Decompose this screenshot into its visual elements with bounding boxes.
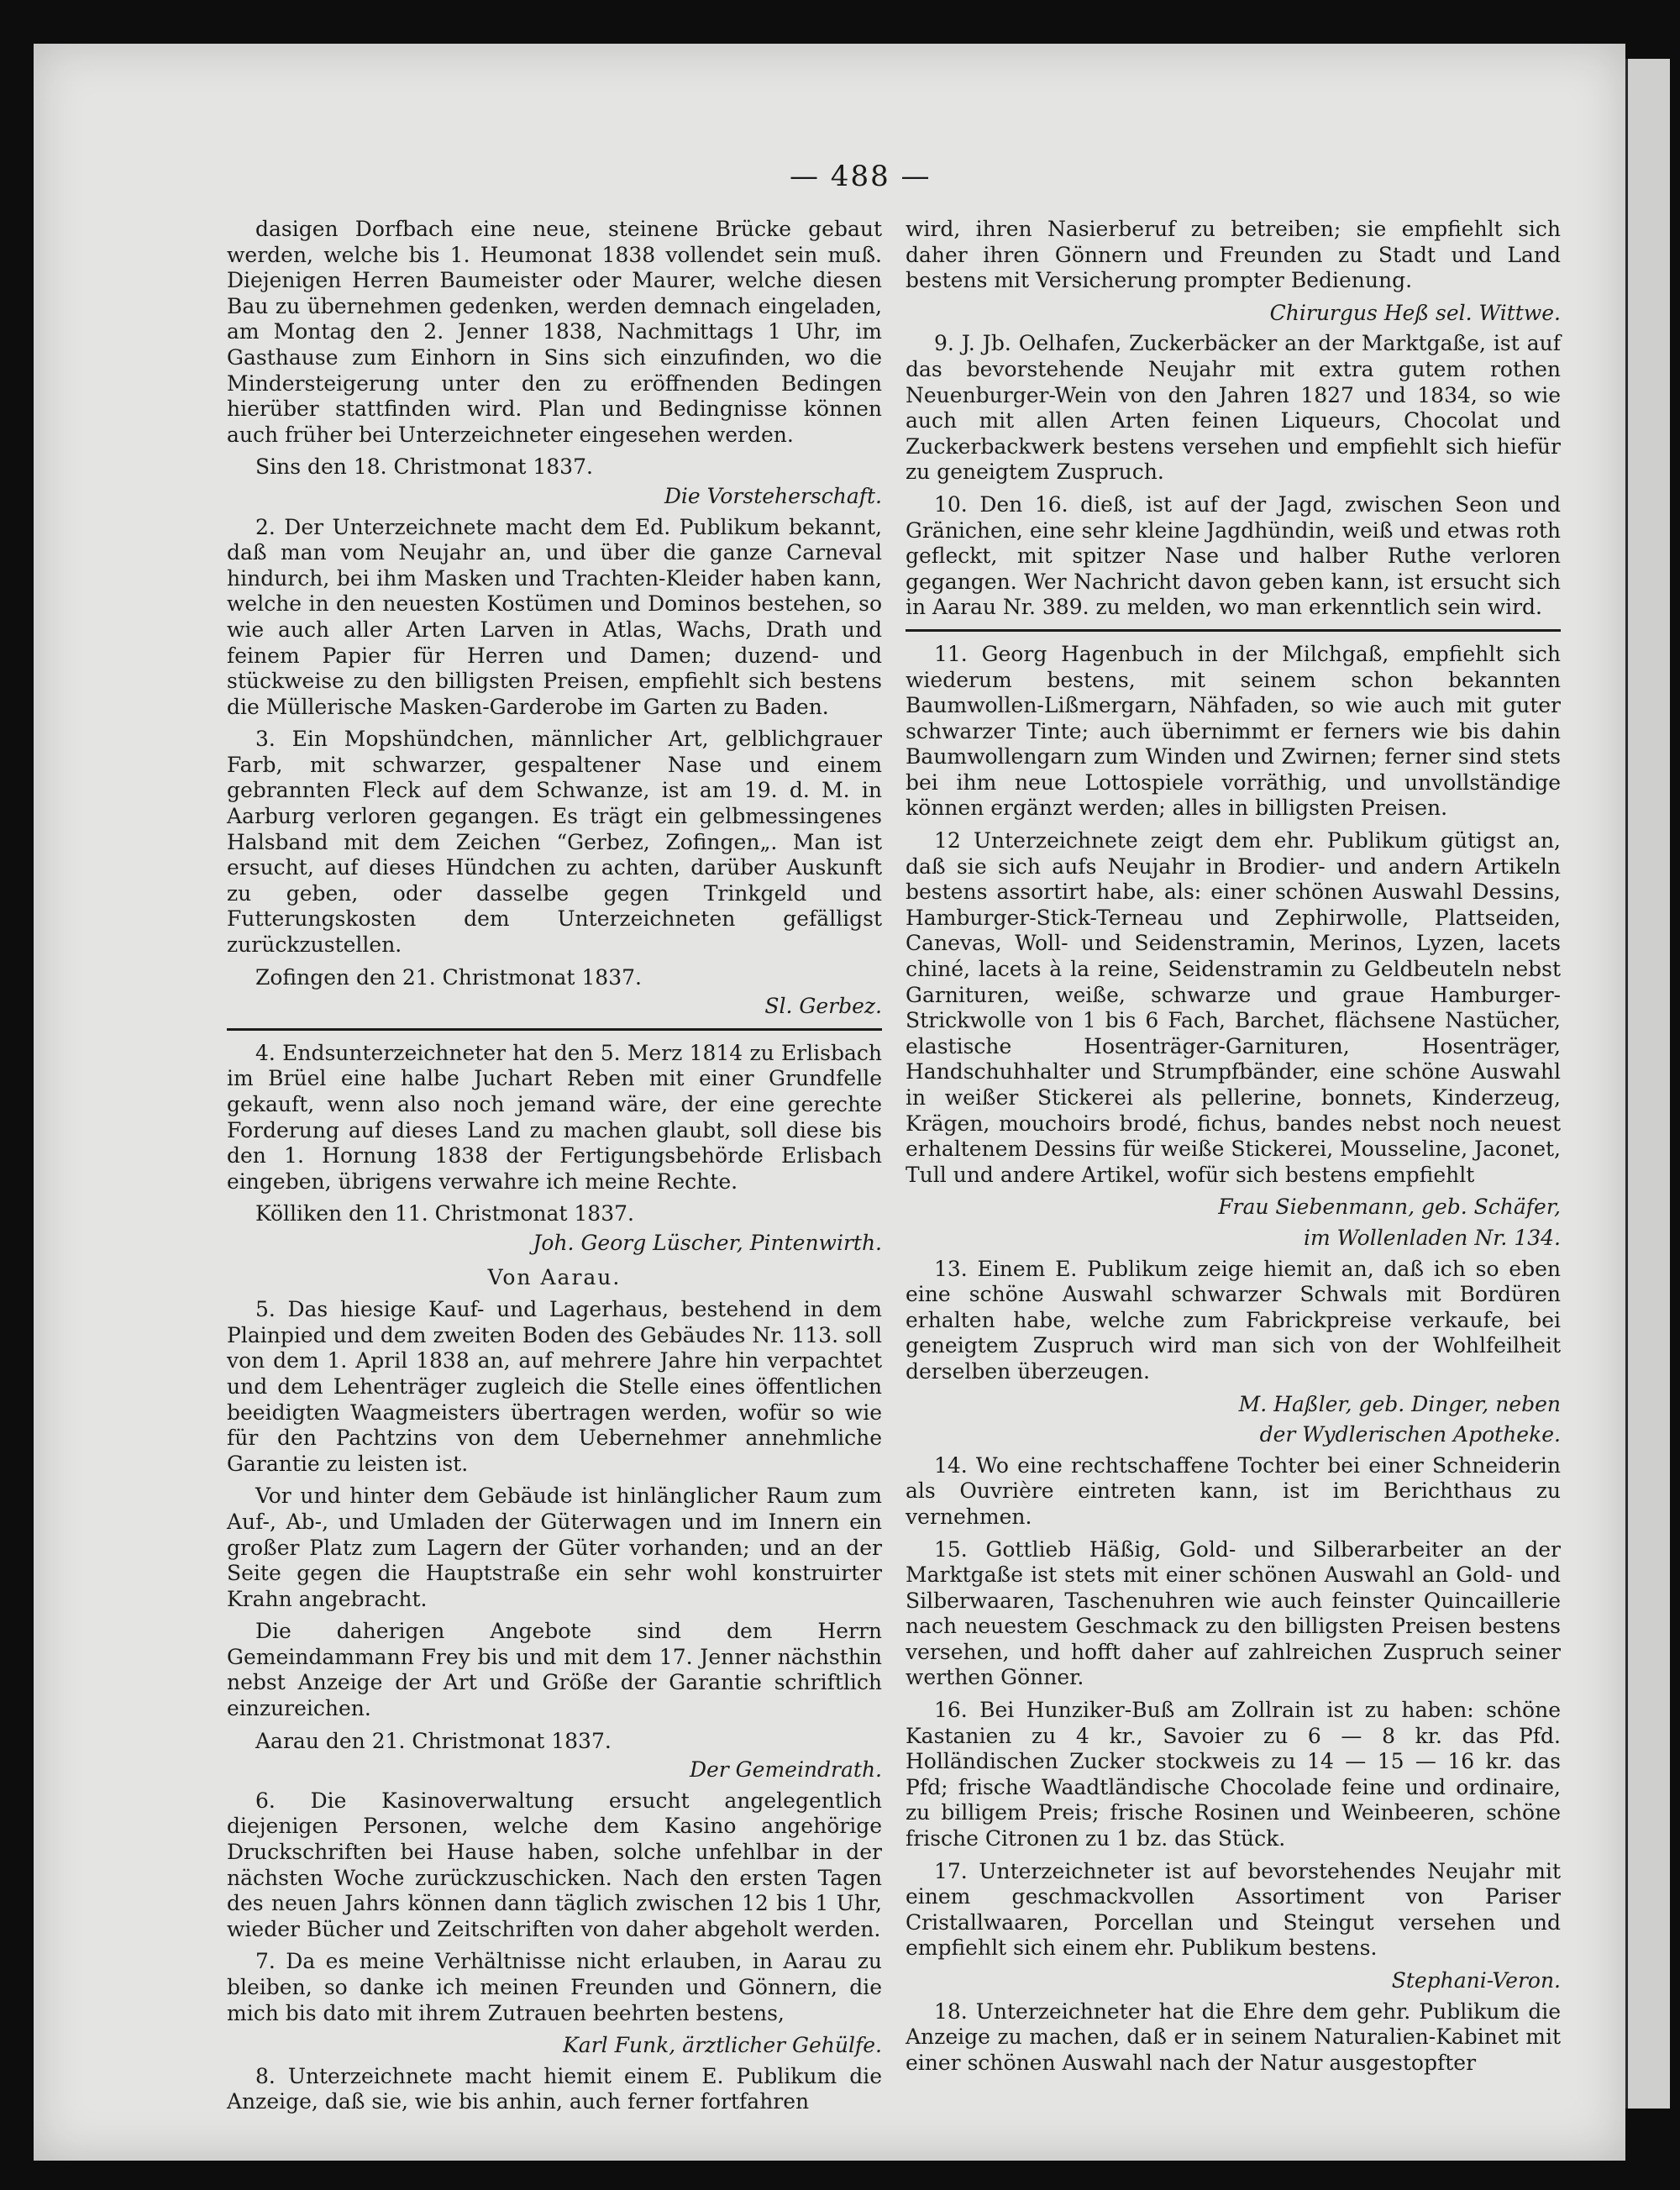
notice-paragraph: Die daherigen Angebote sind dem Herrn Gemeindammann Frey bis und mit dem 17. Jenner nächsthin nebst Anzeige der Art und Größe der Garantie schriftlich einzureichen. xyxy=(227,1619,882,1721)
notice-paragraph: 3. Ein Mopshündchen, männlicher Art, gelblichgrauer Farb, mit schwarzer, gespaltener Nase und einem gebrannten Fleck auf dem Schwanze, ist am 19. d. M. in Aarburg verloren gegangen. Es trägt ein gelbmessingenes Halsband mit dem Zeichen “Gerbez, Zofingen„. Man ist ersucht, auf dieses Hündchen zu achten, darüber Auskunft zu geben, oder dasselbe gegen Trinkgeld und Futterungskosten dem Unterzeichneten gefälligst zurückzustellen. xyxy=(227,727,882,958)
notice-paragraph: 10. Den 16. dieß, ist auf der Jagd, zwischen Seon und Gränichen, eine sehr kleine Jagdhündin, weiß und etwas roth gefleckt, mit spitzer Nase und halber Ruthe verloren gegangen. Wer Nachricht davon geben kann, ist ersucht sich in Aarau Nr. 389. zu melden, wo man erkenntlich sein wird. xyxy=(906,491,1561,620)
notice-paragraph: 4. Endsunterzeichneter hat den 5. Merz 1814 zu Erlisbach im Brüel eine halbe Juchart Reben mit einer Grundfelle gekauft, wenn also noch jemand wäre, der eine gerechte Forderung auf dieses Land zu machen glaubt, soll diese bis den 1. Hornung 1838 der Fertigungsbehörde Erlisbach eingeben, übrigens verwahre ich meine Rechte. xyxy=(227,1040,882,1194)
notice-paragraph: 15. Gottlieb Häßig, Gold- und Silberarbeiter an der Marktgaße ist stets mit einer schönen Auswahl an Gold- und Silberwaaren, Taschenuhren wie auch feinster Quincaillerie nach neuestem Geschmack zu den billigsten Preisen bestens versehen, und hofft daher auf zahlreichen Zuspruch seiner werthen Gönner. xyxy=(906,1536,1561,1690)
left-column xyxy=(227,217,882,2122)
notice-paragraph: 6. Die Kasinoverwaltung ersucht angelegentlich diejenigen Personen, welche dem Kasino angehörige Druckschriften bei Hause haben, solche unfehlbar in der nächsten Woche zurückzuschicken. Nach den ersten Tagen des neuen Jahrs können dann täglich zwischen 12 bis 1 Uhr, wieder Bücher und Zeitschriften von daher abgeholt werden. xyxy=(227,1788,882,1941)
signature-line: im Wollenladen Nr. 134. xyxy=(1304,1225,1561,1250)
signature-line: Karl Funk, ärztlicher Gehülfe. xyxy=(563,2033,882,2058)
notice-paragraph: 2. Der Unterzeichnete macht dem Ed. Publikum bekannt, daß man vom Neujahr an, und über die ganze Carneval hindurch, bei ihm Masken und Trachten-Kleider haben kann, welche in den neuesten Kostümen und Dominos bestehen, so wie auch aller Arten Larven in Atlas, Wachs, Drath und feinem Papier für Herren und Damen; duzend- und stückweise zu den billigsten Preisen, empfiehlt sich bestens die Müllerische Masken-Garderobe im Garten zu Baden. xyxy=(227,514,882,719)
right-column xyxy=(906,217,1561,2082)
place-date-line: Sins den 18. Christmonat 1837. xyxy=(255,454,593,480)
notice-paragraph: wird, ihren Nasierberuf zu betreiben; sie empfiehlt sich daher ihren Gönnern und Freunden zu Stadt und Land bestens mit Versicherung prompter Bedienung. xyxy=(906,217,1561,293)
notice-paragraph: 13. Einem E. Publikum zeige hiemit an, daß ich so eben eine schöne Auswahl schwarzer Schwals mit Bordüren erhalten habe, welche zum Fabrickpreise verkaufe, bei geneigtem Zuspruch wird man sich von der Wohlfeilheit derselben überzeugen. xyxy=(906,1256,1561,1384)
signature-line: Frau Siebenmann, geb. Schäfer, xyxy=(1218,1195,1561,1220)
section-divider xyxy=(227,1028,882,1031)
notice-paragraph: 8. Unterzeichnete macht hiemit einem E. Publikum die Anzeige, daß sie, wie bis anhin, auch ferner fortfahren xyxy=(227,2063,882,2114)
place-date-line: Zofingen den 21. Christmonat 1837. xyxy=(255,964,642,990)
notice-paragraph: 5. Das hiesige Kauf- und Lagerhaus, bestehend in dem Plainpied und dem zweiten Boden des Gebäudes Nr. 113. soll von dem 1. April 1838 an, auf mehrere Jahre hin verpachtet und dem Lehenträger zugleich die Stelle eines öffentlichen beeidigten Waagmeisters übertragen werden, wofür so wie für den Pachtzins von dem Uebernehmer annehmliche Garantie zu leisten ist. xyxy=(227,1297,882,1476)
signature-line: M. Haßler, geb. Dinger, neben xyxy=(1238,1391,1561,1416)
section-divider xyxy=(906,629,1561,632)
notice-paragraph: 16. Bei Hunziker-Buß am Zollrain ist zu haben: schöne Kastanien zu 4 kr., Savoier zu 6 — 8 kr. das Pfd. Holländischen Zucker stockweis zu 14 — 15 — 16 kr. das Pfd; frische Waadtländische Chocolade feine und ordinaire, zu billigem Preis; frische Rosinen und Weinbeeren, schöne frische Citronen zu 1 bz. das Stück. xyxy=(906,1698,1561,1851)
notice-paragraph: 14. Wo eine rechtschaffene Tochter bei einer Schneiderin als Ouvrière eintreten kann, ist im Berichthaus zu vernehmen. xyxy=(906,1452,1561,1529)
notice-paragraph: 9. J. Jb. Oelhafen, Zuckerbäcker an der Marktgaße, ist auf das bevorstehende Neujahr mit extra gutem rothen Neuenburger-Wein von den Jahren 1827 und 1834, so wie auch mit allen Arten feinen Liqueurs, Chocolat und Zuckerbackwerk bestens versehen und empfiehlt sich hiefür zu geneigtem Zuspruch. xyxy=(906,331,1561,485)
notice-paragraph: Vor und hinter dem Gebäude ist hinlänglicher Raum zum Auf-, Ab-, und Umladen der Güterwagen und im Innern ein großer Platz zum Lagern der Güter vorhanden; und an der Seite gegen die Hauptstraße ein sehr wohl konstruirter Krahn angebracht. xyxy=(227,1484,882,1611)
signature-line: Chirurgus Heß sel. Wittwe. xyxy=(1269,300,1561,325)
signature-line: Sl. Gerbez. xyxy=(764,994,882,1019)
signature-line: Stephani-Veron. xyxy=(1391,1968,1561,1993)
notice-paragraph: dasigen Dorfbach eine neue, steinene Brücke gebaut werden, welche bis 1. Heumonat 1838 vollendet sein muß. Diejenigen Herren Baumeister oder Maurer, welche diesen Bau zu übernehmen gedenken, werden demnach eingeladen, am Montag den 2. Jenner 1838, Nachmittags 1 Uhr, im Gasthause zum Einhorn in Sins sich einzufinden, wo die Mindersteigerung unter den zu eröffnenden Bedingen hierüber stattfinden wird. Plan und Bedingnisse können auch früher bei Unterzeichneter eingesehen werden. xyxy=(227,217,882,447)
signature-line: der Wydlerischen Apotheke. xyxy=(1259,1422,1561,1447)
next-page-edge xyxy=(1625,59,1670,2109)
place-date-line: Aarau den 21. Christmonat 1837. xyxy=(255,1728,612,1753)
notice-paragraph: 7. Da es meine Verhältnisse nicht erlauben, in Aarau zu bleiben, so danke ich meinen Freunden und Gönnern, die mich bis dato mit ihrem Zutrauen beehrten bestens, xyxy=(227,1949,882,2025)
signature-line: Joh. Georg Lüscher, Pintenwirth. xyxy=(533,1230,882,1255)
notice-paragraph: 11. Georg Hagenbuch in der Milchgaß, empfiehlt sich wiederum bestens, mit seinem schon bekannten Baumwollen-Lißmergarn, Nähfaden, so wie auch mit guter schwarzer Tinte; auch übernimmt er ferners wie bis dahin Baumwollengarn zum Winden und Zwirnen; ferner sind stets bei ihm neue Lottospiele vorräthig, und unvollständige können ergänzt werden; alles in billigsten Preisen. xyxy=(906,641,1561,821)
section-heading: Von Aarau. xyxy=(487,1264,622,1289)
place-date-line: Kölliken den 11. Christmonat 1837. xyxy=(255,1201,634,1226)
notice-paragraph: 17. Unterzeichneter ist auf bevorstehendes Neujahr mit einem geschmackvollen Assortiment von Pariser Cristallwaaren, Porcellan und Steingut versehen und empfiehlt sich einem ehr. Publikum bestens. xyxy=(906,1858,1561,1961)
signature-line: Der Gemeindrath. xyxy=(689,1757,882,1783)
notice-paragraph: 12 Unterzeichnete zeigt dem ehr. Publikum gütigst an, daß sie sich aufs Neujahr in Brodier- und andern Artikeln bestens assortirt habe, als: einer schönen Auswahl Dessins, Hamburger-Stick-Terneau und Zephirwolle, Plattseiden, Canevas, Woll- und Seidenstramin, Merinos, Lyzen, lacets chiné, lacets à la reine, Seidenstramin zu Geldbeuteln nebst Garnituren, weiße, schwarze und graue Hamburger-Strickwolle von 1 bis 6 Fach, Barchet, flächsene Nastücher, elastische Hosenträger-Garnituren, Hosenträger, Handschuhhalter und Strumpfbänder, eine schöne Auswahl in weißer Stickerei als pellerine, bonnets, Kinderzeug, Krägen, mouchoirs brodé, fichus, bandes nebst noch neuest erhaltenem Dessins für weiße Stickerei, Mousseline, Jaconet, Tull und andere Artikel, wofür sich bestens empfiehlt xyxy=(906,828,1561,1187)
page-number: — 488 — xyxy=(790,160,932,193)
signature-line: Die Vorsteherschaft. xyxy=(664,483,882,508)
notice-paragraph: 18. Unterzeichneter hat die Ehre dem gehr. Publikum die Anzeige zu machen, daß er in seinem Naturalien-Kabinet mit einer schönen Auswahl nach der Natur ausgestopfter xyxy=(906,1998,1561,2075)
